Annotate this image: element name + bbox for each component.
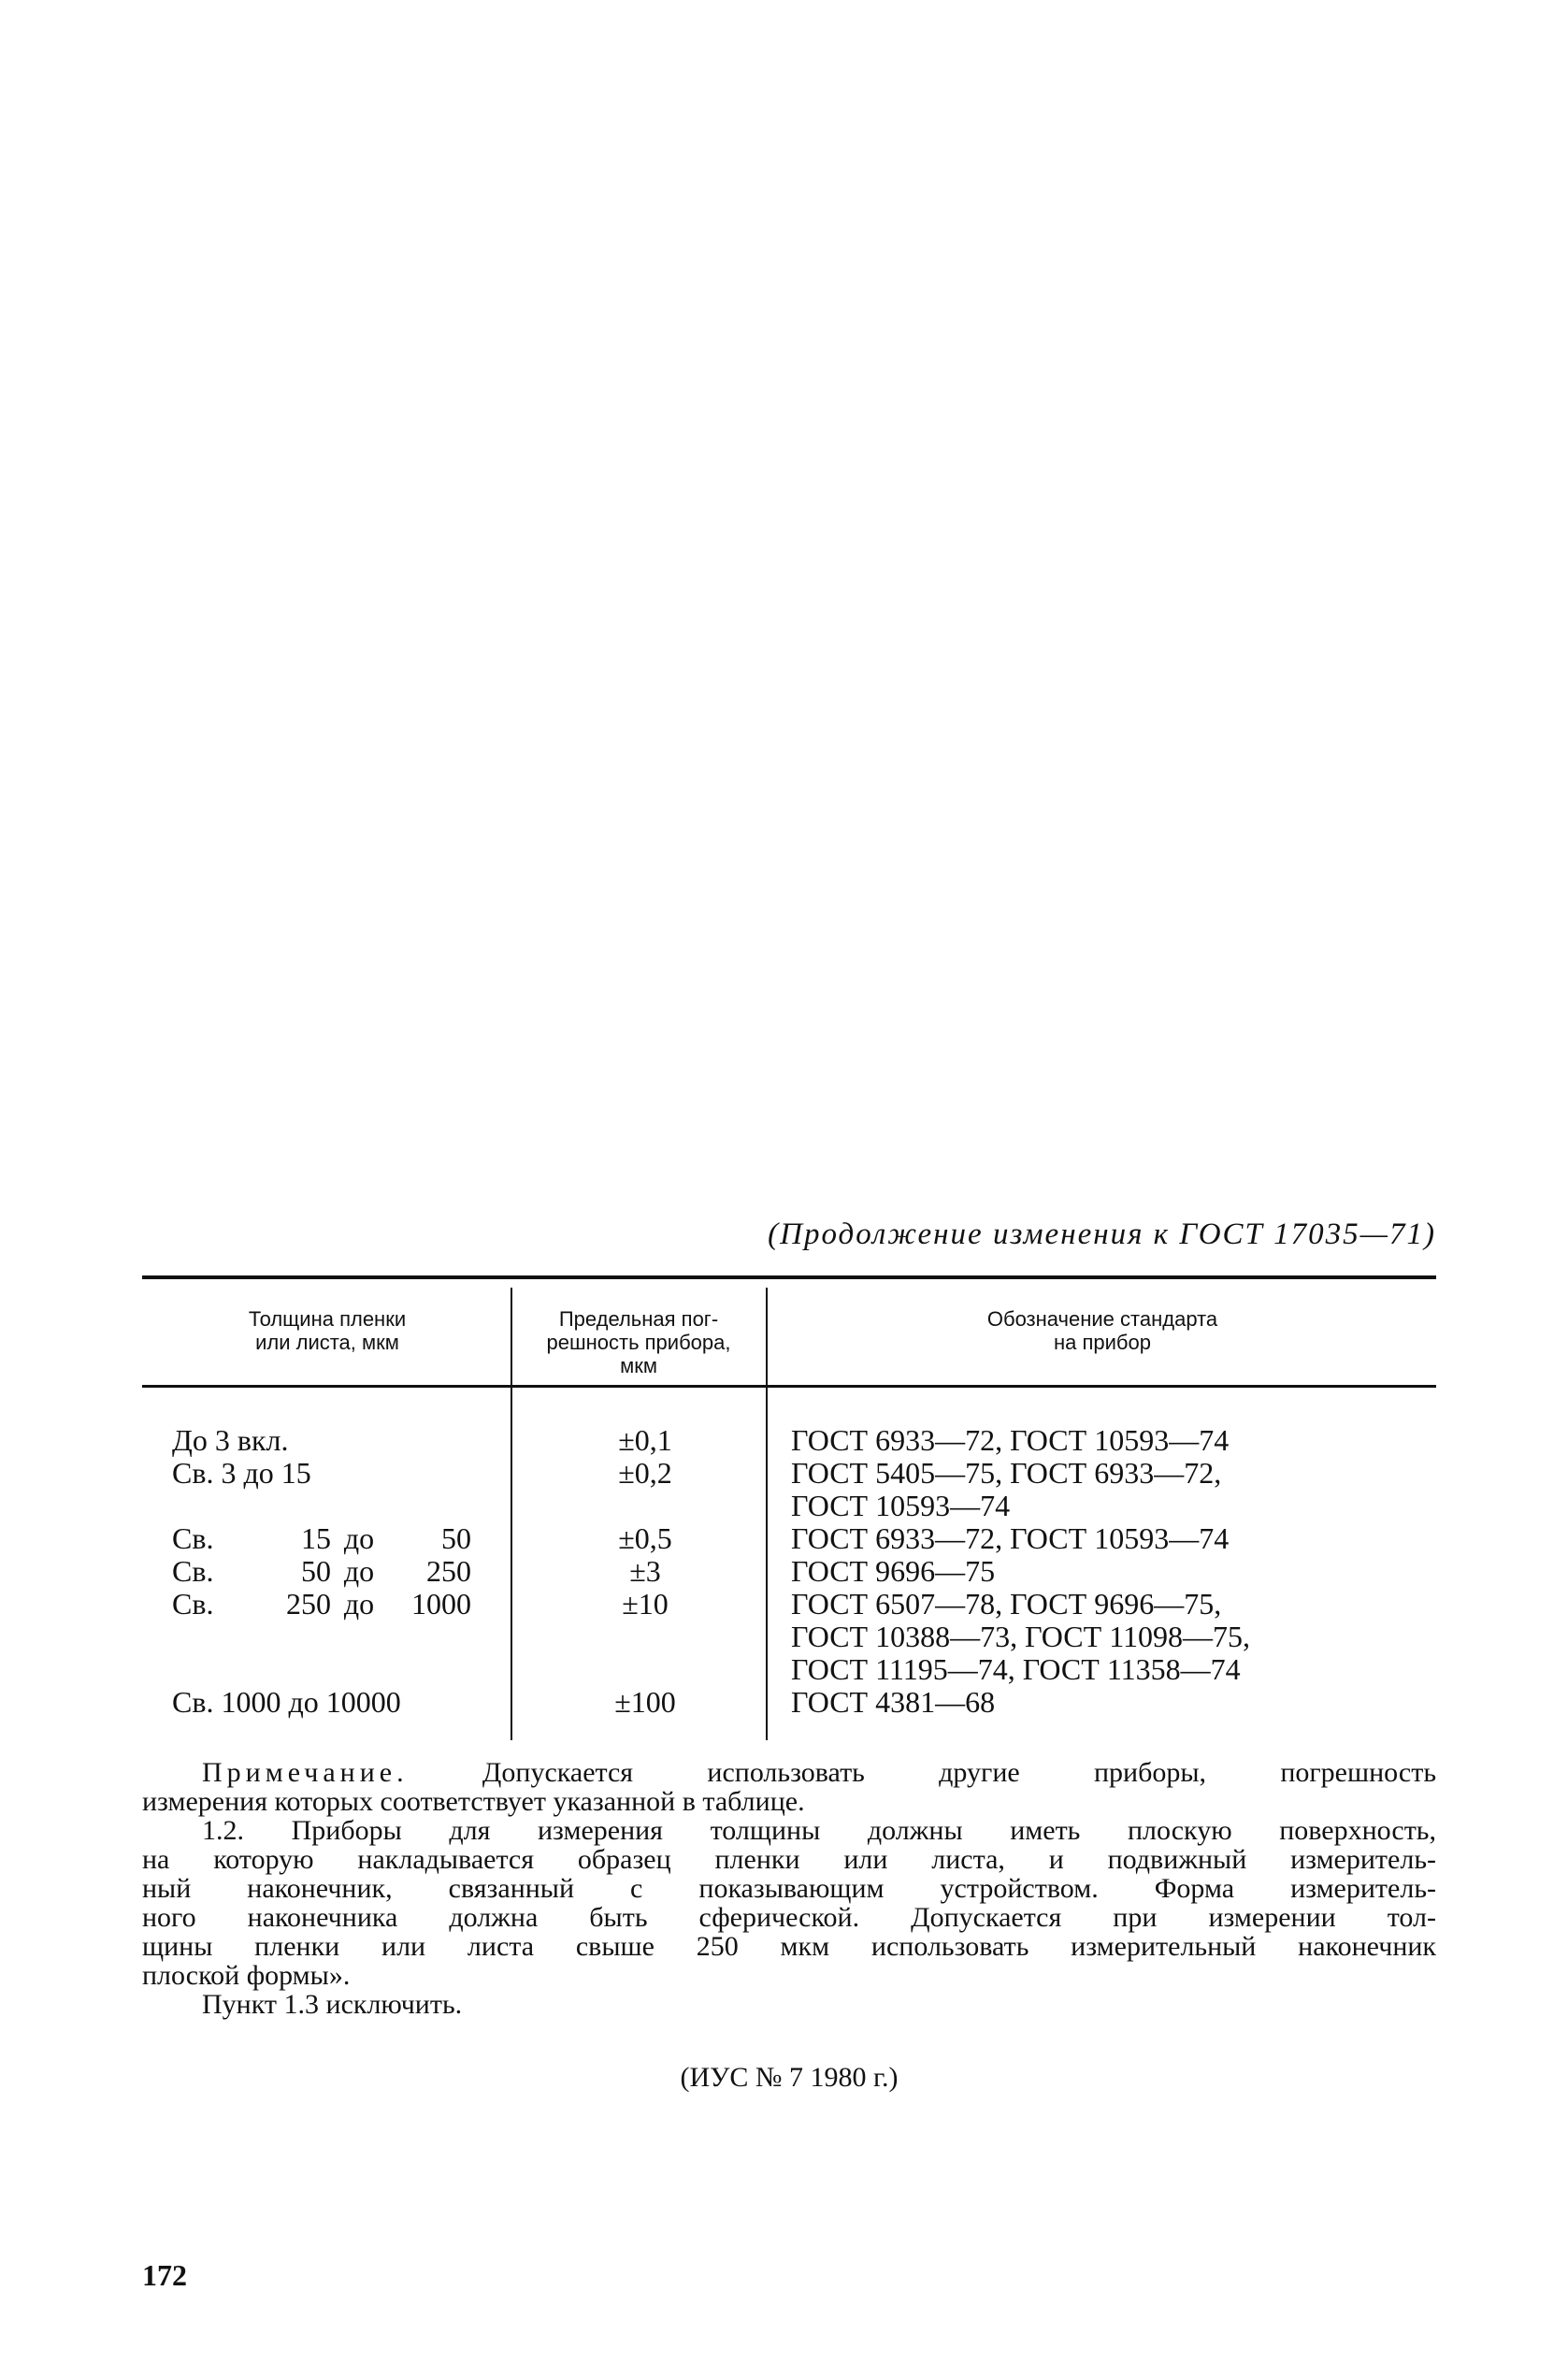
from-value: 15: [301, 1521, 331, 1555]
header-standard: Обозначение стандарта на прибор: [986, 1307, 1218, 1354]
cell-error: ±0,2: [618, 1456, 672, 1490]
clause-line: на которую накладывается образец пленки или листа, и подвижный измеритель-: [142, 1844, 1436, 1875]
cell-error: ±10: [622, 1587, 669, 1621]
to-label: до: [343, 1521, 375, 1555]
clause-line: плоской формы».: [142, 1960, 351, 1991]
source-reference: (ИУС № 7 1980 г.): [680, 2062, 899, 2093]
page-number: 172: [142, 2258, 187, 2292]
exclusion-text: Пункт 1.3 исключить.: [202, 1989, 463, 2020]
to-value: 50: [441, 1521, 471, 1555]
cell-thickness: Св. 1000 до 10000: [172, 1685, 401, 1719]
to-label: до: [343, 1587, 375, 1621]
from-label: Св.: [172, 1521, 214, 1555]
cell-standard: ГОСТ 5405—75, ГОСТ 6933—72,: [791, 1456, 1222, 1490]
clause-line: щины пленки или листа свыше 250 мкм использовать измерительный наконечник: [142, 1931, 1436, 1962]
to-value: 1000: [411, 1587, 471, 1621]
cell-error: ±0,1: [618, 1423, 672, 1457]
cell-standard: ГОСТ 9696—75: [791, 1554, 996, 1588]
note-text: Допускается использовать другие приборы, погрешность: [482, 1757, 1437, 1788]
cell-standard: ГОСТ 6933—72, ГОСТ 10593—74: [791, 1521, 1230, 1555]
continuation-header: (Продолжение изменения к ГОСТ 17035—71): [768, 1218, 1436, 1251]
cell-error: ±0,5: [618, 1521, 672, 1555]
to-value: 250: [426, 1554, 471, 1588]
cell-thickness: [172, 1588, 481, 1621]
to-label: до: [343, 1554, 375, 1588]
note-line: [202, 1758, 1436, 1787]
cell-standard: ГОСТ 6933—72, ГОСТ 10593—74: [791, 1423, 1230, 1457]
from-label: Св.: [172, 1587, 214, 1621]
cell-thickness: [172, 1555, 481, 1588]
cell-error: ±100: [614, 1685, 676, 1719]
note-label: Примечание.: [202, 1757, 409, 1788]
cell-thickness: [172, 1522, 481, 1555]
clause-line: ный наконечник, связанный с показывающим устройством. Форма измеритель-: [142, 1873, 1436, 1904]
cell-error: ±3: [629, 1554, 661, 1588]
note-line: измерения которых соответствует указанной в таблице.: [142, 1786, 805, 1817]
cell-thickness: Св. 3 до 15: [172, 1456, 311, 1490]
cell-standard: ГОСТ 10388—73, ГОСТ 11098—75,: [791, 1620, 1250, 1653]
cell-standard: ГОСТ 11195—74, ГОСТ 11358—74: [791, 1652, 1241, 1686]
cell-standard: ГОСТ 4381—68: [791, 1685, 996, 1719]
header-error: Предельная пог- решность прибора, мкм: [546, 1307, 731, 1377]
cell-standard: ГОСТ 10593—74: [791, 1489, 1011, 1522]
cell-standard: ГОСТ 6507—78, ГОСТ 9696—75,: [791, 1587, 1222, 1621]
cell-thickness: До 3 вкл.: [172, 1423, 289, 1457]
from-value: 50: [301, 1554, 331, 1588]
from-label: Св.: [172, 1554, 214, 1588]
table-header-rule: [142, 1385, 1436, 1388]
table-top-rule: [142, 1275, 1436, 1279]
column-divider: [766, 1288, 768, 1740]
clause-line: 1.2. Приборы для измерения толщины должны иметь плоскую поверхность,: [202, 1815, 1436, 1846]
header-thickness: Толщина пленки или листа, мкм: [248, 1307, 407, 1354]
from-value: 250: [286, 1587, 331, 1621]
clause-line: ного наконечника должна быть сферической. Допускается при измерении тол-: [142, 1902, 1436, 1933]
